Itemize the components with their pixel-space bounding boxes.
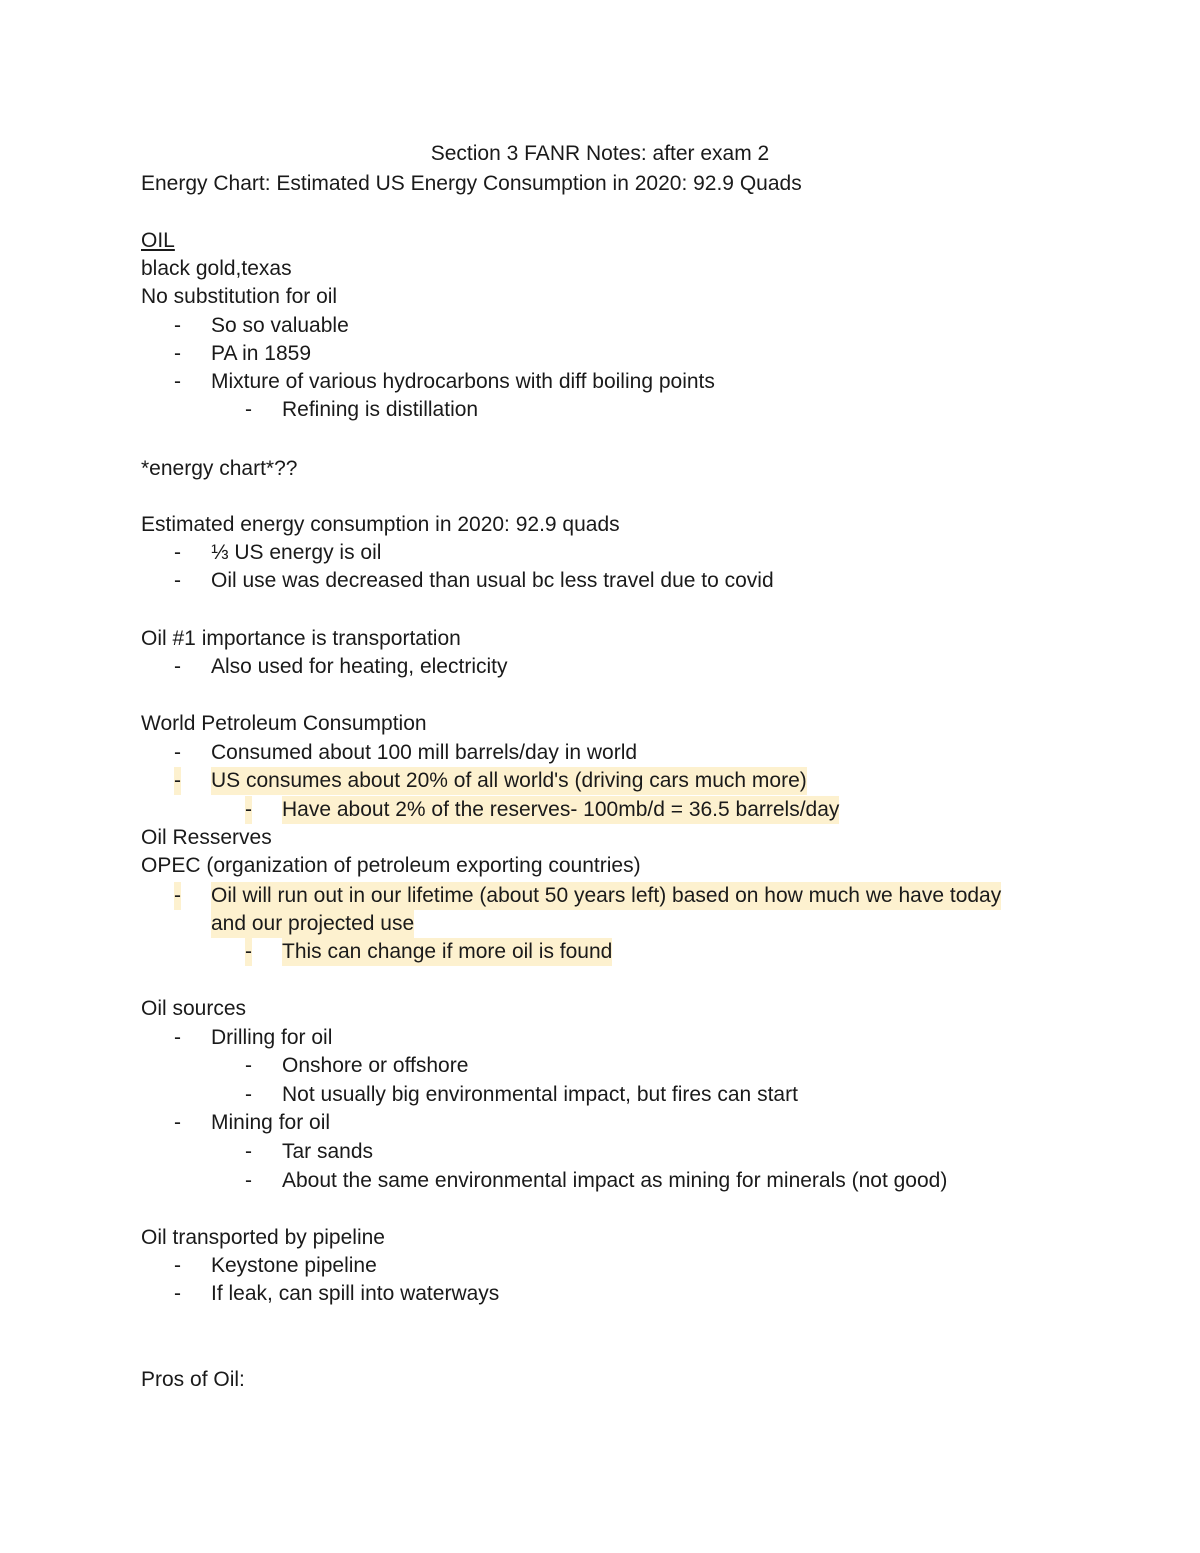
bullet-dash: - — [245, 1054, 252, 1077]
bullet-dash: - — [174, 741, 181, 764]
sources-subbullet-fires: Not usually big environmental impact, but fires can start — [282, 1083, 798, 1106]
bullet-dash: - — [174, 314, 181, 337]
bullet-dash: - — [174, 1282, 181, 1305]
bullet-dash: - — [174, 541, 181, 564]
bullet-dash: - — [245, 796, 252, 824]
importance-heading: Oil #1 importance is transportation — [141, 627, 461, 650]
pipeline-bullet-leak: If leak, can spill into waterways — [211, 1282, 500, 1305]
bullet-dash: - — [174, 342, 181, 365]
pipeline-bullet-keystone: Keystone pipeline — [211, 1254, 377, 1277]
world-bullet-100mill: Consumed about 100 mill barrels/day in world — [211, 741, 638, 764]
bullet-dash: - — [174, 1026, 181, 1049]
bullet-dash: - — [174, 370, 181, 393]
world-consumption-heading: World Petroleum Consumption — [141, 712, 427, 735]
oil-bullet-pa-1859: PA in 1859 — [211, 342, 312, 365]
consumption-bullet-third: ⅓ US energy is oil — [211, 541, 382, 564]
oil-heading: OIL — [141, 229, 175, 252]
pipeline-heading: Oil transported by pipeline — [141, 1226, 385, 1249]
importance-bullet-heating: Also used for heating, electricity — [211, 655, 508, 678]
world-bullet-us-20pct: US consumes about 20% of all world's (driving cars much more) — [211, 767, 807, 795]
sources-heading: Oil sources — [141, 997, 247, 1020]
oil-subbullet-refining: Refining is distillation — [282, 398, 479, 421]
bullet-dash: - — [174, 767, 181, 795]
sources-bullet-drilling: Drilling for oil — [211, 1026, 333, 1049]
sources-subbullet-impact: About the same environmental impact as mining for minerals (not good) — [282, 1169, 948, 1192]
energy-chart-note: *energy chart*?? — [141, 457, 298, 480]
bullet-dash: - — [174, 569, 181, 592]
pros-heading: Pros of Oil: — [141, 1368, 245, 1391]
bullet-dash: - — [174, 1254, 181, 1277]
oil-line-black-gold: black gold,texas — [141, 257, 292, 280]
world-subbullet-reserves: Have about 2% of the reserves- 100mb/d = 36.5 barrels/day — [282, 796, 839, 824]
bullet-dash: - — [174, 655, 181, 678]
bullet-dash: - — [245, 938, 252, 966]
bullet-dash: - — [245, 1169, 252, 1192]
sources-bullet-mining: Mining for oil — [211, 1111, 331, 1134]
bullet-dash: - — [174, 882, 181, 910]
opec-line: OPEC (organization of petroleum exporting countries) — [141, 854, 641, 877]
bullet-dash: - — [245, 398, 252, 421]
reserves-bullet-run-out: Oil will run out in our lifetime (about 50 years left) based on how much we have today — [211, 882, 1001, 910]
reserves-heading: Oil Resserves — [141, 826, 272, 849]
document-title: Section 3 FANR Notes: after exam 2 — [430, 142, 770, 165]
energy-chart-subtitle: Energy Chart: Estimated US Energy Consumption in 2020: 92.9 Quads — [141, 172, 802, 195]
oil-line-no-substitution: No substitution for oil — [141, 285, 338, 308]
oil-bullet-valuable: So so valuable — [211, 314, 349, 337]
bullet-dash: - — [174, 1111, 181, 1134]
consumption-bullet-covid: Oil use was decreased than usual bc less travel due to covid — [211, 569, 774, 592]
sources-subbullet-onshore: Onshore or offshore — [282, 1054, 469, 1077]
oil-bullet-hydrocarbons: Mixture of various hydrocarbons with diff boiling points — [211, 370, 715, 393]
bullet-dash: - — [245, 1083, 252, 1106]
reserves-bullet-run-out-cont: and our projected use — [211, 910, 414, 938]
bullet-dash: - — [245, 1140, 252, 1163]
sources-subbullet-tar-sands: Tar sands — [282, 1140, 374, 1163]
consumption-heading: Estimated energy consumption in 2020: 92.9 quads — [141, 513, 620, 536]
reserves-subbullet-change: This can change if more oil is found — [282, 938, 612, 966]
